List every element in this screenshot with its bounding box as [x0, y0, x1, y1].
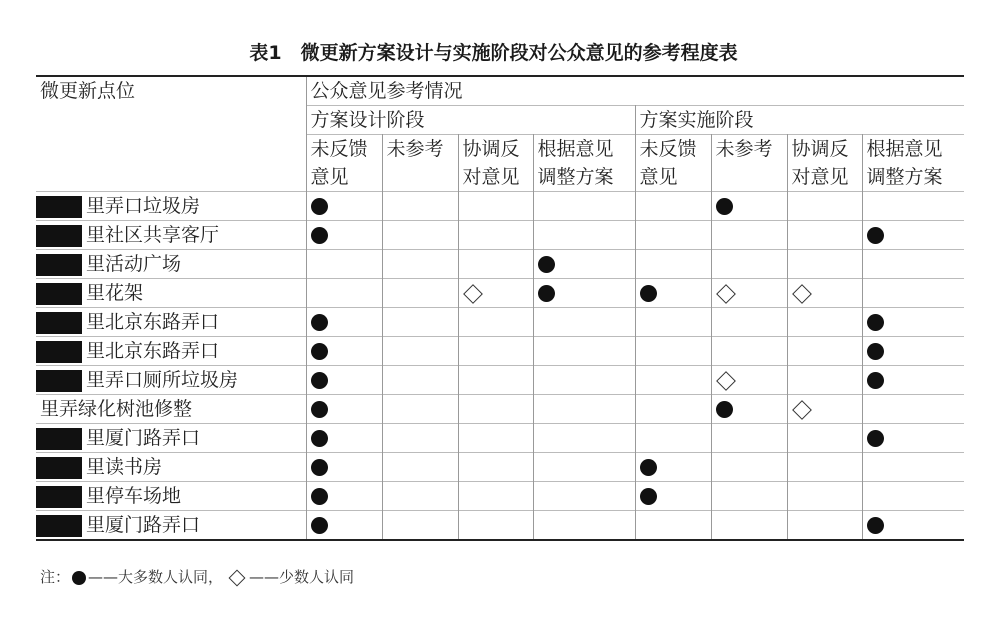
table-row — [36, 308, 964, 337]
filled-dot-icon — [640, 488, 657, 505]
redaction-block — [36, 428, 82, 450]
filled-dot-icon — [867, 430, 884, 447]
mark-cell — [711, 308, 787, 337]
mark-cell — [862, 250, 964, 279]
site-label: 里弄口垃圾房 — [86, 195, 201, 217]
mark-cell — [306, 250, 382, 279]
subheader-cell: 调整方案 — [533, 163, 635, 192]
mark-cell — [458, 453, 533, 482]
site-cell — [36, 482, 306, 511]
mark-cell — [787, 192, 862, 221]
mark-cell — [635, 250, 711, 279]
site-label: 里花架 — [86, 282, 144, 304]
mark-cell — [533, 221, 635, 250]
mark-cell — [862, 424, 964, 453]
site-cell — [36, 366, 306, 395]
mark-cell — [635, 221, 711, 250]
table-title: 表1 微更新方案设计与实施阶段对公众意见的参考程度表 — [249, 42, 738, 64]
filled-dot-icon — [538, 285, 555, 302]
site-cell — [36, 395, 306, 424]
mark-cell — [787, 366, 862, 395]
filled-dot-icon — [311, 430, 328, 447]
filled-dot-icon — [716, 401, 733, 418]
reference-table — [36, 75, 964, 541]
table-note — [40, 566, 354, 587]
mark-cell — [533, 424, 635, 453]
mark-cell — [862, 453, 964, 482]
mark-cell — [533, 366, 635, 395]
redaction-block — [36, 341, 82, 363]
header-site: 微更新点位 — [36, 76, 306, 192]
mark-cell — [787, 482, 862, 511]
redaction-block — [36, 283, 82, 305]
site-label: 里弄绿化树池修整 — [40, 398, 193, 420]
site-label: 里社区共享客厅 — [86, 224, 220, 246]
site-cell — [36, 221, 306, 250]
filled-dot-icon — [640, 459, 657, 476]
mark-cell — [306, 482, 382, 511]
site-label: 里活动广场 — [86, 253, 182, 275]
mark-cell — [711, 279, 787, 308]
subheader-cell: 未参考 — [382, 135, 458, 164]
subheader-cell: 未反馈 — [306, 135, 382, 164]
site-cell — [36, 279, 306, 308]
mark-cell — [533, 337, 635, 366]
note-prefix: 注： — [40, 568, 71, 586]
mark-cell — [306, 395, 382, 424]
mark-cell — [458, 308, 533, 337]
mark-cell — [458, 395, 533, 424]
mark-cell — [787, 453, 862, 482]
site-label: 里读书房 — [86, 456, 163, 478]
mark-cell — [787, 221, 862, 250]
header-phase-design: 方案设计阶段 — [306, 106, 635, 135]
subheader-cell: 未反馈 — [635, 135, 711, 164]
table-row — [36, 424, 964, 453]
subheader-cell — [382, 163, 458, 192]
note-dot-label: ——大多数人认同 — [88, 568, 209, 586]
filled-dot-icon — [867, 314, 884, 331]
redaction-block — [36, 370, 82, 392]
hollow-diamond-icon — [716, 371, 736, 391]
subheader-cell: 对意见 — [458, 163, 533, 192]
filled-dot-icon — [311, 459, 328, 476]
mark-cell — [635, 279, 711, 308]
table-row — [36, 250, 964, 279]
filled-dot-icon — [311, 488, 328, 505]
mark-cell — [382, 366, 458, 395]
subheader-cell: 未参考 — [711, 135, 787, 164]
mark-cell — [382, 395, 458, 424]
site-cell — [36, 453, 306, 482]
mark-cell — [382, 453, 458, 482]
table-row — [36, 453, 964, 482]
filled-dot-icon — [311, 314, 328, 331]
subheader-cell: 协调反 — [787, 135, 862, 164]
mark-cell — [711, 192, 787, 221]
mark-cell — [458, 424, 533, 453]
filled-dot-icon — [867, 227, 884, 244]
table-row — [36, 482, 964, 511]
legend-diamond-icon — [229, 569, 246, 586]
mark-cell — [382, 221, 458, 250]
mark-cell — [635, 192, 711, 221]
mark-cell — [306, 337, 382, 366]
mark-cell — [533, 279, 635, 308]
mark-cell — [862, 366, 964, 395]
filled-dot-icon — [867, 517, 884, 534]
mark-cell — [458, 482, 533, 511]
mark-cell — [533, 482, 635, 511]
site-label: 里厦门路弄口 — [86, 514, 201, 536]
mark-cell — [635, 424, 711, 453]
redaction-block — [36, 254, 82, 276]
table-row — [36, 366, 964, 395]
mark-cell — [382, 424, 458, 453]
mark-cell — [711, 424, 787, 453]
mark-cell — [382, 308, 458, 337]
hollow-diamond-icon — [463, 284, 483, 304]
mark-cell — [635, 511, 711, 541]
hollow-diamond-icon — [716, 284, 736, 304]
mark-cell — [382, 192, 458, 221]
mark-cell — [711, 395, 787, 424]
hollow-diamond-icon — [792, 400, 812, 420]
site-label: 里弄口厕所垃圾房 — [86, 369, 239, 391]
site-label: 里厦门路弄口 — [86, 427, 201, 449]
mark-cell — [635, 366, 711, 395]
site-cell — [36, 424, 306, 453]
mark-cell — [635, 453, 711, 482]
note-dia-label: ——少数人认同 — [249, 568, 355, 586]
site-cell — [36, 337, 306, 366]
filled-dot-icon — [640, 285, 657, 302]
subheader-cell: 根据意见 — [862, 135, 964, 164]
mark-cell — [458, 366, 533, 395]
mark-cell — [862, 308, 964, 337]
mark-cell — [306, 192, 382, 221]
note-sep: ， — [208, 568, 224, 586]
mark-cell — [711, 453, 787, 482]
table-row — [36, 279, 964, 308]
redaction-block — [36, 312, 82, 334]
filled-dot-icon — [311, 227, 328, 244]
mark-cell — [533, 511, 635, 541]
filled-dot-icon — [867, 372, 884, 389]
mark-cell — [533, 250, 635, 279]
mark-cell — [787, 337, 862, 366]
mark-cell — [862, 337, 964, 366]
mark-cell — [533, 308, 635, 337]
site-label: 里停车场地 — [86, 485, 182, 507]
mark-cell — [711, 221, 787, 250]
mark-cell — [787, 395, 862, 424]
mark-cell — [306, 453, 382, 482]
mark-cell — [382, 250, 458, 279]
filled-dot-icon — [538, 256, 555, 273]
mark-cell — [533, 395, 635, 424]
subheader-cell: 对意见 — [787, 163, 862, 192]
mark-cell — [862, 221, 964, 250]
filled-dot-icon — [867, 343, 884, 360]
mark-cell — [306, 424, 382, 453]
mark-cell — [458, 337, 533, 366]
filled-dot-icon — [311, 517, 328, 534]
mark-cell — [306, 366, 382, 395]
subheader-cell: 根据意见 — [533, 135, 635, 164]
mark-cell — [711, 337, 787, 366]
table-row — [36, 395, 964, 424]
mark-cell — [306, 308, 382, 337]
table-row — [36, 192, 964, 221]
mark-cell — [458, 221, 533, 250]
mark-cell — [711, 250, 787, 279]
mark-cell — [711, 511, 787, 541]
redaction-block — [36, 196, 82, 218]
mark-cell — [711, 482, 787, 511]
filled-dot-icon — [311, 401, 328, 418]
mark-cell — [635, 337, 711, 366]
mark-cell — [862, 511, 964, 541]
header-group: 公众意见参考情况 — [306, 76, 964, 106]
subheader-cell: 协调反 — [458, 135, 533, 164]
mark-cell — [533, 453, 635, 482]
mark-cell — [635, 308, 711, 337]
mark-cell — [533, 192, 635, 221]
mark-cell — [862, 482, 964, 511]
site-cell — [36, 192, 306, 221]
mark-cell — [306, 221, 382, 250]
hollow-diamond-icon — [792, 284, 812, 304]
header-phase-impl: 方案实施阶段 — [635, 106, 964, 135]
site-cell — [36, 308, 306, 337]
site-label: 里北京东路弄口 — [86, 340, 220, 362]
mark-cell — [458, 192, 533, 221]
legend-dot-icon — [72, 571, 86, 585]
mark-cell — [635, 482, 711, 511]
site-cell — [36, 511, 306, 541]
mark-cell — [635, 395, 711, 424]
redaction-block — [36, 486, 82, 508]
filled-dot-icon — [311, 198, 328, 215]
subheader-cell: 意见 — [306, 163, 382, 192]
mark-cell — [306, 279, 382, 308]
mark-cell — [382, 482, 458, 511]
mark-cell — [458, 279, 533, 308]
site-cell — [36, 250, 306, 279]
subheader-cell: 调整方案 — [866, 166, 943, 188]
mark-cell — [787, 308, 862, 337]
redaction-block — [36, 515, 82, 537]
mark-cell — [458, 250, 533, 279]
mark-cell — [787, 424, 862, 453]
subheader-cell — [711, 163, 787, 192]
mark-cell — [787, 511, 862, 541]
mark-cell — [862, 395, 964, 424]
mark-cell — [458, 511, 533, 541]
mark-cell — [382, 337, 458, 366]
table-row — [36, 511, 964, 541]
mark-cell — [862, 192, 964, 221]
mark-cell — [382, 511, 458, 541]
table-row — [36, 337, 964, 366]
mark-cell — [711, 366, 787, 395]
table-row — [36, 221, 964, 250]
site-label: 里北京东路弄口 — [86, 311, 220, 333]
filled-dot-icon — [311, 343, 328, 360]
redaction-block — [36, 225, 82, 247]
mark-cell — [306, 511, 382, 541]
subheader-cell: 意见 — [635, 163, 711, 192]
mark-cell — [862, 279, 964, 308]
filled-dot-icon — [716, 198, 733, 215]
mark-cell — [787, 279, 862, 308]
mark-cell — [382, 279, 458, 308]
filled-dot-icon — [311, 372, 328, 389]
mark-cell — [787, 250, 862, 279]
redaction-block — [36, 457, 82, 479]
